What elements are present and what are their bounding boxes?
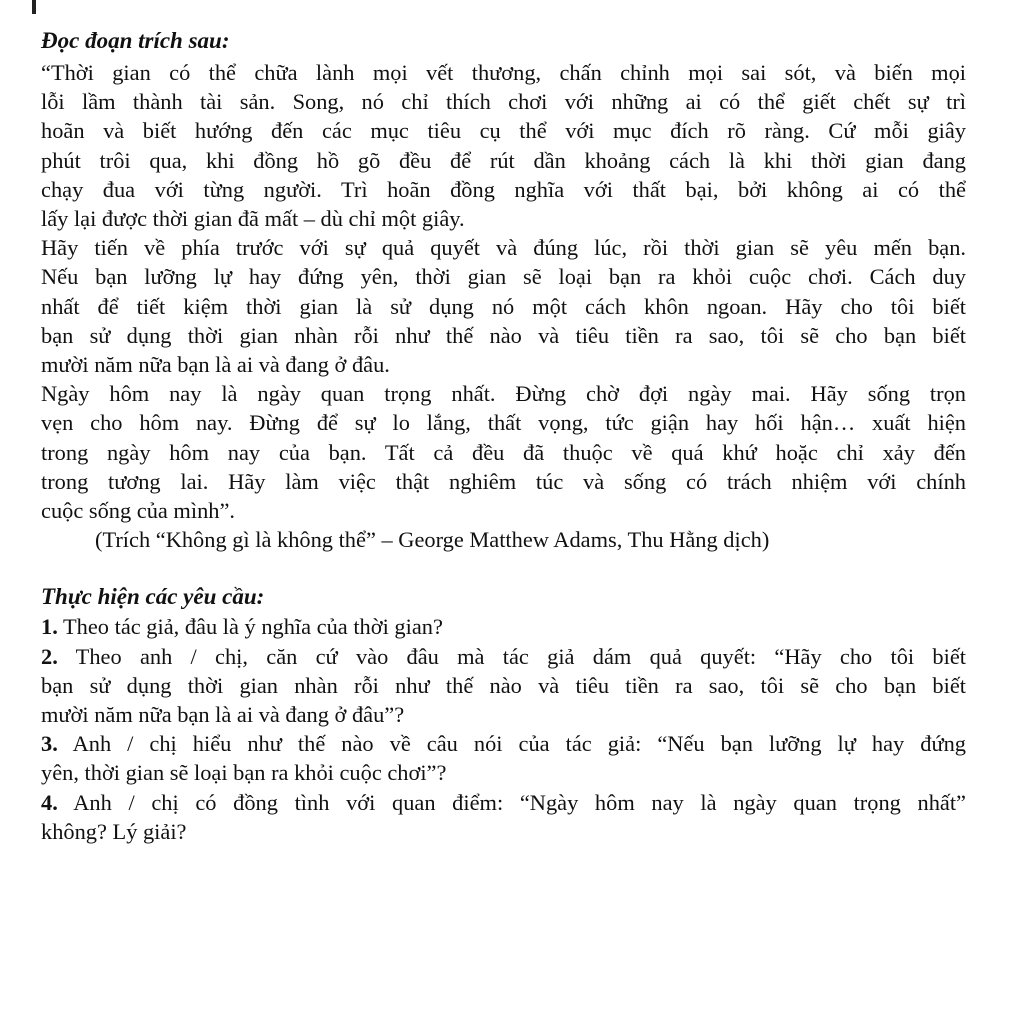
- passage-line: trong ngày hôm nay của bạn. Tất cả đều đã thuộc về quá khứ hoặc chỉ xảy đến: [41, 439, 966, 465]
- question-3-continuation: yên, thời gian sẽ loại bạn ra khỏi cuộc chơi”?: [41, 760, 447, 786]
- question-2-continuation: bạn sử dụng thời gian nhàn rỗi như thế nào và tiêu tiền ra sao, tôi sẽ cho bạn biết: [41, 672, 966, 698]
- passage-line: trong tương lai. Hãy làm việc thật nghiêm túc và sống có trách nhiệm với chính: [41, 468, 966, 494]
- question-text: Anh / chị hiểu như thế nào về câu nói của tác giả: “Nếu bạn lưỡng lự hay đứng: [72, 731, 966, 757]
- question-2: [41, 642, 966, 671]
- question-number: 4.: [41, 789, 58, 815]
- passage-line: cuộc sống của mình”.: [41, 498, 235, 524]
- passage: [41, 58, 966, 554]
- question-4-continuation: không? Lý giải?: [41, 818, 187, 844]
- question-text: Anh / chị có đồng tình với quan điểm: “Ngày hôm nay là ngày quan trọng nhất”: [73, 789, 966, 815]
- passage-heading: Đọc đoạn trích sau:: [41, 28, 230, 53]
- question-3: [41, 729, 966, 758]
- passage-line: hoãn và biết hướng đến các mục tiêu cụ thể với mục đích rõ ràng. Cứ mỗi giây: [41, 118, 966, 144]
- question-list: [41, 612, 966, 846]
- passage-line: Nếu bạn lưỡng lự hay đứng yên, thời gian sẽ loại bạn ra khỏi cuộc chơi. Cách duy: [41, 264, 966, 290]
- question-4: [41, 788, 966, 817]
- passage-line: lấy lại được thời gian đã mất – dù chỉ một giây.: [41, 206, 465, 232]
- question-number: 2.: [41, 643, 58, 669]
- citation: (Trích “Không gì là không thể” – George Matthew Adams, Thu Hằng dịch): [95, 527, 770, 553]
- question-1: [41, 612, 966, 641]
- passage-line: Hãy tiến về phía trước với sự quả quyết và đúng lúc, rồi thời gian sẽ yêu mến bạn.: [41, 235, 966, 261]
- passage-line: lỗi lầm thành tài sản. Song, nó chỉ thích chơi với những ai có thể giết chết sự trì: [41, 89, 966, 115]
- question-text: Theo tác giả, đâu là ý nghĩa của thời gian?: [63, 614, 443, 640]
- passage-line: “Thời gian có thể chữa lành mọi vết thương, chấn chỉnh mọi sai sót, và biến mọi: [41, 60, 966, 85]
- question-text: Theo anh / chị, căn cứ vào đâu mà tác giả dám quả quyết: “Hãy cho tôi biết: [75, 643, 966, 669]
- top-edge-mark: [32, 0, 36, 14]
- passage-line: nhất để tiết kiệm thời gian là sử dụng nó một cách khôn ngoan. Hãy cho tôi biết: [41, 293, 966, 319]
- question-number: 1.: [41, 614, 58, 640]
- passage-line: chạy đua với từng người. Trì hoãn đồng nghĩa với thất bại, bởi không ai có thể: [41, 176, 966, 202]
- question-number: 3.: [41, 731, 58, 757]
- passage-line: Ngày hôm nay là ngày quan trọng nhất. Đừng chờ đợi ngày mai. Hãy sống trọn: [41, 381, 966, 407]
- passage-line: phút trôi qua, khi đồng hồ gõ đều để rút dần khoảng cách là khi thời gian đang: [41, 147, 966, 173]
- passage-line: mười năm nữa bạn là ai và đang ở đâu.: [41, 352, 390, 378]
- task-heading: Thực hiện các yêu cầu:: [41, 584, 265, 610]
- passage-line: bạn sử dụng thời gian nhàn rỗi như thế nào và tiêu tiền ra sao, tôi sẽ cho bạn biết: [41, 322, 966, 348]
- passage-line: vẹn cho hôm nay. Đừng để sự lo lắng, thất vọng, tức giận hay hối hận… xuất hiện: [41, 410, 966, 436]
- question-2-continuation: mười năm nữa bạn là ai và đang ở đâu”?: [41, 702, 405, 728]
